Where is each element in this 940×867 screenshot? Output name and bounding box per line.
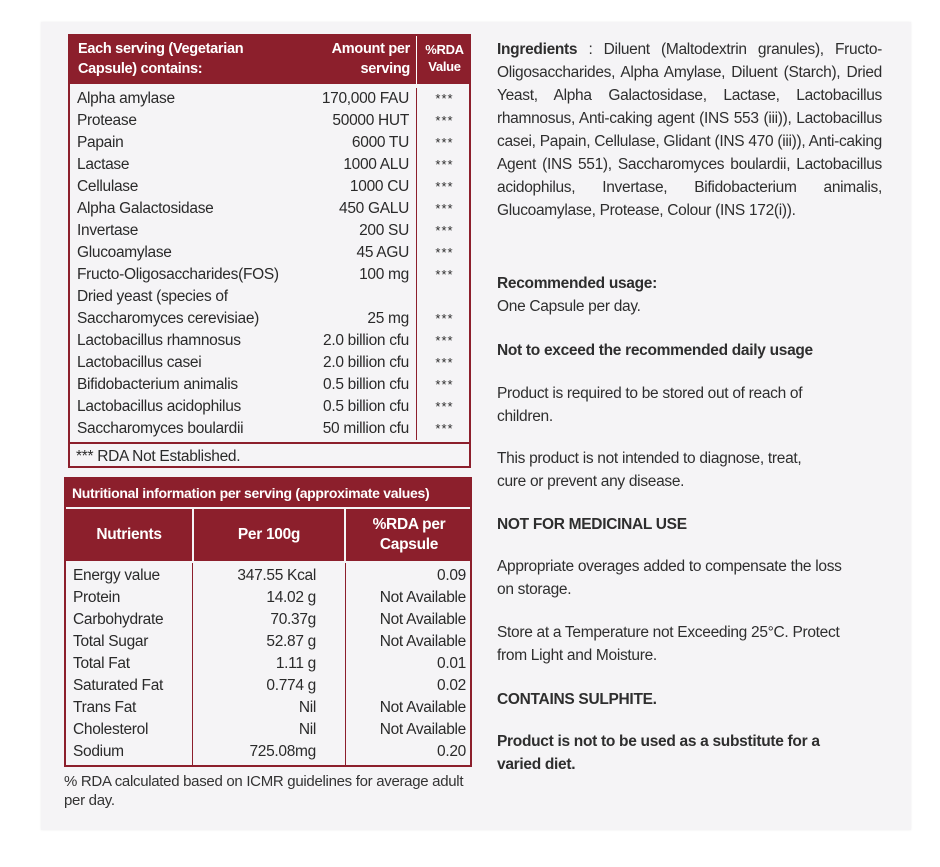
ingredient-name: Lactase [77, 156, 130, 173]
composition-table-body [70, 88, 469, 437]
nutrient-rda: 0.01 [437, 655, 466, 672]
not-medicinal-warning: NOT FOR MEDICINAL USE [497, 516, 687, 533]
ingredient-name: Bifidobacterium animalis [77, 376, 238, 393]
disclaimer-text: This product is not intended to diagnose, treat, cure or prevent any disease. [497, 450, 802, 490]
nutrient-name: Saturated Fat [73, 677, 164, 694]
nutrient-per-100g: 14.02 g [266, 589, 316, 606]
table-row [70, 220, 469, 242]
header-amount-per-serving: Amount per serving [331, 41, 410, 77]
usage-heading: Recommended usage: [497, 275, 657, 292]
ingredient-name: Protease [77, 112, 137, 129]
nutrient-name: Total Fat [73, 655, 130, 672]
header-nutrients: Nutrients [96, 526, 162, 543]
ingredient-amount: 200 SU [359, 222, 409, 239]
ingredient-rda: *** [435, 267, 454, 282]
ingredient-rda: *** [435, 91, 454, 106]
table-row [70, 396, 469, 418]
nutrient-name: Trans Fat [73, 699, 137, 716]
ingredient-name: Alpha amylase [77, 90, 175, 107]
table-row [70, 352, 469, 374]
nutrient-per-100g: 1.11 g [275, 655, 316, 672]
ingredient-name: Cellulase [77, 178, 139, 195]
ingredient-amount: 50 million cfu [322, 420, 409, 437]
composition-table-header [70, 36, 469, 84]
table-row [66, 741, 470, 763]
table-row [66, 675, 470, 697]
children-storage-note: Product is required to be stored out of reach of children. [497, 385, 803, 425]
nutrient-name: Total Sugar [73, 633, 149, 650]
table-row [70, 308, 469, 330]
ingredient-amount: 0.5 billion cfu [323, 376, 409, 393]
nutrient-rda: Not Available [379, 721, 466, 738]
ingredient-rda: *** [435, 201, 454, 216]
table-row [66, 609, 470, 631]
usage-text: One Capsule per day. [497, 298, 641, 315]
ingredient-amount: 2.0 billion cfu [323, 354, 409, 371]
ingredient-name: Invertase [77, 222, 139, 239]
ingredient-name: Alpha Galactosidase [77, 200, 214, 217]
header-divider [416, 36, 417, 84]
ingredient-amount: 1000 CU [349, 178, 409, 195]
nutrient-name: Carbohydrate [73, 611, 164, 628]
table-row [66, 697, 470, 719]
nutrient-per-100g: 347.55 Kcal [237, 567, 316, 584]
daily-usage-warning: Not to exceed the recommended daily usage [497, 342, 813, 359]
ingredient-amount: 50000 HUT [332, 112, 409, 129]
table-row [70, 110, 469, 132]
header-serving-contains: Each serving (Vegetarian Capsule) contains: [78, 41, 244, 77]
table-row [66, 565, 470, 587]
nutrient-rda: Not Available [379, 699, 466, 716]
header-per-100g: Per 100g [237, 526, 301, 543]
table-row [70, 242, 469, 264]
ingredient-amount: 2.0 billion cfu [323, 332, 409, 349]
ingredient-name: Lactobacillus casei [77, 354, 202, 371]
nutrient-per-100g: Nil [298, 721, 316, 738]
header-rda-value: %RDA Value [425, 42, 464, 74]
table-row [70, 374, 469, 396]
table-row [66, 653, 470, 675]
ingredient-rda: *** [435, 355, 454, 370]
ingredient-amount: 6000 TU [351, 134, 409, 151]
sulphite-warning: CONTAINS SULPHITE. [497, 691, 657, 708]
table-row [70, 198, 469, 220]
ingredient-rda: *** [435, 421, 454, 436]
ingredient-name: Saccharomyces cerevisiae) [77, 310, 260, 327]
nutrient-per-100g: 52.87 g [266, 633, 316, 650]
ingredient-name: Glucoamylase [77, 244, 172, 261]
header-rda-per-capsule: %RDA per Capsule [372, 516, 446, 553]
table-row [70, 176, 469, 198]
nutrient-per-100g: Nil [298, 699, 316, 716]
header-divider [344, 509, 346, 561]
table-row [70, 132, 469, 154]
ingredient-amount: 45 AGU [356, 244, 409, 261]
nutrient-rda: 0.20 [437, 743, 466, 760]
ingredient-name: Lactobacillus rhamnosus [77, 332, 241, 349]
ingredient-rda: *** [435, 157, 454, 172]
ingredient-amount: 25 mg [367, 310, 409, 327]
ingredient-amount: 1000 ALU [343, 156, 409, 173]
table-row [70, 286, 469, 308]
table-row [70, 330, 469, 352]
ingredient-rda: *** [435, 179, 454, 194]
ingredients-text: : Diluent (Maltodextrin granules), Fructo-Oligosaccharides, Alpha Amylase, Diluent (Starch), Dried Yeast, Alpha Galactosidase, Lactase, Lactobacillus rhamnosus, Anti-caking agent (INS 553 (iii)), Lactobacillus casei, Papain, Cellulase, Glidant (INS 470 (iii)), Anti-caking Agent (INS 551), Saccharomyces boulardii, Lactobacillus acidophilus, Invertase, Bifidobacterium animalis, Glucoamylase, Protease, Colour (INS 172(i)). [497, 41, 882, 219]
nutrient-per-100g: 0.774 g [266, 677, 316, 694]
ingredient-name: Fructo-Oligosaccharides(FOS) [77, 266, 279, 283]
ingredient-rda: *** [435, 135, 454, 150]
nutrient-rda: Not Available [379, 633, 466, 650]
storage-temperature-note: Store at a Temperature not Exceeding 25°C. Protect from Light and Moisture. [497, 624, 840, 664]
table-row [66, 587, 470, 609]
nutrient-rda: 0.02 [437, 677, 466, 694]
ingredient-amount: 450 GALU [339, 200, 409, 217]
nutrition-table-title: Nutritional information per serving (approximate values) [66, 479, 470, 507]
ingredient-rda: *** [435, 245, 454, 260]
table-row [70, 418, 469, 440]
ingredient-rda: *** [435, 113, 454, 128]
table-row [66, 631, 470, 653]
nutrition-table [64, 477, 472, 767]
ingredient-amount: 100 mg [359, 266, 409, 283]
rda-not-established-note: *** RDA Not Established. [70, 442, 469, 470]
nutrient-name: Cholesterol [73, 721, 149, 738]
nutrient-rda: 0.09 [437, 567, 466, 584]
nutrition-table-body [66, 563, 470, 767]
ingredient-rda: *** [435, 223, 454, 238]
overages-note: Appropriate overages added to compensate the loss on storage. [497, 558, 842, 598]
ingredient-rda: *** [435, 377, 454, 392]
ingredients-paragraph [497, 38, 882, 222]
table-row [70, 264, 469, 286]
ingredients-label: Ingredients [497, 41, 578, 58]
nutrient-per-100g: 725.08mg [249, 743, 316, 760]
ingredient-name: Dried yeast (species of [77, 288, 228, 305]
substitute-warning: Product is not to be used as a substitute for a varied diet. [497, 733, 820, 773]
ingredient-rda: *** [435, 311, 454, 326]
ingredient-name: Lactobacillus acidophilus [77, 398, 241, 415]
ingredient-amount: 170,000 FAU [321, 90, 409, 107]
nutrient-name: Protein [73, 589, 121, 606]
nutrient-name: Sodium [73, 743, 124, 760]
nutrient-rda: Not Available [379, 589, 466, 606]
table-row [70, 154, 469, 176]
ingredient-name: Saccharomyces boulardii [77, 420, 244, 437]
ingredient-name: Papain [77, 134, 124, 151]
ingredient-rda: *** [435, 399, 454, 414]
table-row [70, 88, 469, 110]
nutrient-rda: Not Available [379, 611, 466, 628]
nutrient-name: Energy value [73, 567, 160, 584]
rda-footnote: % RDA calculated based on ICMR guidelines for average adult per day. [64, 773, 464, 809]
table-row [66, 719, 470, 741]
ingredient-amount: 0.5 billion cfu [323, 398, 409, 415]
ingredient-rda: *** [435, 333, 454, 348]
composition-table [68, 34, 471, 468]
nutrition-table-header [66, 509, 470, 561]
nutrient-per-100g: 70.37g [270, 611, 316, 628]
